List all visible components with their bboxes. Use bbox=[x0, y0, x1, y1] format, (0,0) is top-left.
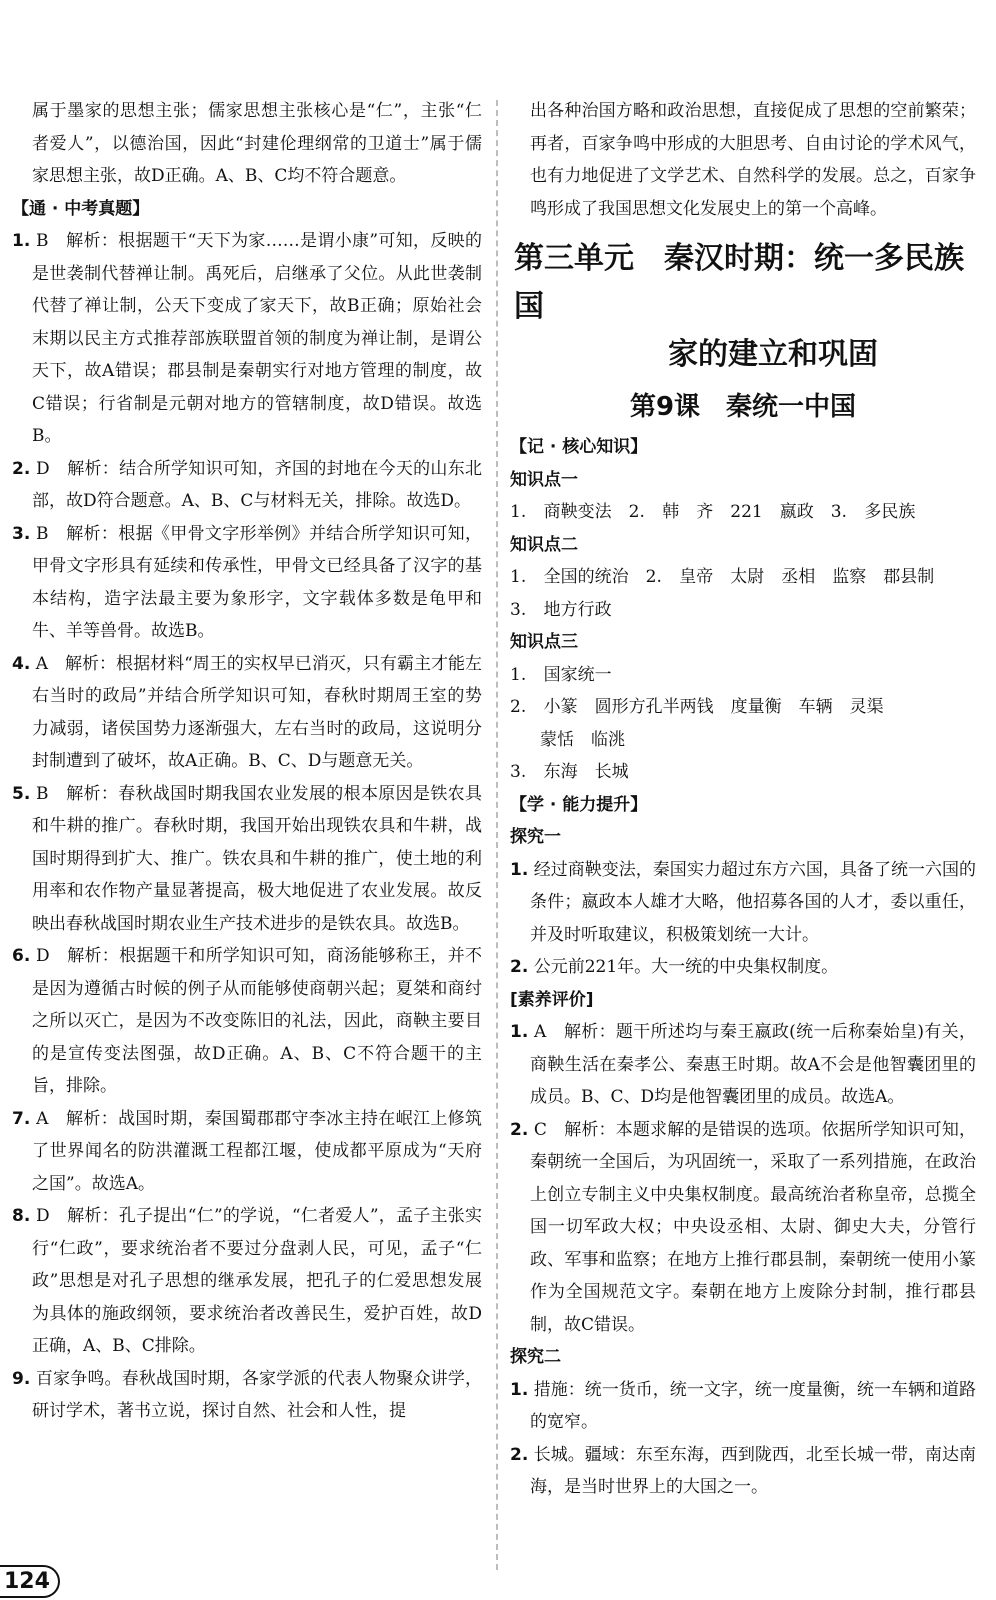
section-heading-core-knowledge: 【记 · 核心知识】 bbox=[510, 437, 648, 457]
item-text: B 解析：春秋战国时期我国农业发展的根本原因是铁农具和牛耕的推广。春秋时期，我国开始出现铁农具和牛耕，战国时期得到扩大、推广。铁农具和牛耕的推广，使土地的利用率和农作物产量显著提高，极大地促进了农业发展。故反映出春秋战国时期农业生产技术进步的是铁农具。故选B。 bbox=[32, 783, 482, 934]
item-text: B 解析：根据题干“天下为家……是谓小康”可知，反映的是世袭制代替禅让制。禹死后，启继承了父位。从此世袭制代替了禅让制，公天下变成了家天下，故B正确；原始社会末期以民主方式推荐部族联盟首领的制度为禅让制，是谓公天下，故A错误；郡县制是秦朝实行对地方管理的制度，故C错误；行省制是元朝对地方的管辖制度，故D错误。故选B。 bbox=[32, 231, 483, 446]
knowledge-point-2-line-2: 3. 地方行政 bbox=[510, 599, 612, 620]
knowledge-point-2-label: 知识点二 bbox=[510, 534, 578, 555]
unit-title-line-2: 家的建立和巩固 bbox=[668, 337, 878, 372]
answer-item bbox=[12, 225, 482, 453]
explore-1-list bbox=[510, 854, 976, 984]
answer-item bbox=[510, 951, 976, 984]
item-text: A 解析：战国时期，秦国蜀郡郡守李冰主持在岷江上修筑了世界闻名的防洪灌溉工程都江堰，使成都平原成为“天府之国”。故选A。 bbox=[32, 1108, 483, 1194]
item-number: 3. bbox=[12, 523, 31, 544]
answer-item bbox=[12, 648, 482, 778]
item-text: 长城。疆域：东至东海，西到陇西，北至长城一带，南达南海，是当时世界上的大国之一。 bbox=[530, 1444, 977, 1497]
lesson-title: 第9课 秦统一中国 bbox=[629, 392, 857, 422]
knowledge-point-3-line-3: 蒙恬 临洮 bbox=[540, 729, 625, 750]
item-number: 4. bbox=[12, 653, 31, 674]
answer-item bbox=[510, 854, 976, 952]
answer-item bbox=[12, 778, 482, 941]
unit-title bbox=[510, 235, 976, 379]
explore-2-label: 探究二 bbox=[510, 1347, 561, 1367]
continued-paragraph: 出各种治国方略和政治思想，直接促成了思想的空前繁荣；再者，百家争鸣中形成的大胆思考、自由讨论的学术风气，也有力地促进了文学艺术、自然科学的发展。总之，百家争鸣形成了我国思想文化发展史上的第一个高峰。 bbox=[530, 101, 976, 219]
item-text: 公元前221年。大一统的中央集权制度。 bbox=[533, 957, 839, 977]
answer-item bbox=[12, 1103, 482, 1201]
item-number: 1. bbox=[510, 859, 529, 880]
answer-item bbox=[12, 1200, 482, 1363]
right-column bbox=[510, 95, 976, 1504]
knowledge-point-1-label: 知识点一 bbox=[510, 469, 578, 490]
answer-item bbox=[510, 1374, 976, 1439]
item-number: 8. bbox=[12, 1206, 31, 1226]
unit-title-line-1: 第三单元 秦汉时期：统一多民族国 bbox=[514, 241, 964, 324]
item-number: 2. bbox=[12, 458, 31, 479]
intro-paragraph: 属于墨家的思想主张；儒家思想主张核心是“仁”，主张“仁者爱人”，以德治国，因此“封建伦理纲常的卫道士”属于儒家思想主张，故D正确。A、B、C均不符合题意。 bbox=[32, 101, 482, 186]
item-text: D 解析：结合所学知识可知，齐国的封地在今天的山东北部，故D符合题意。A、B、C与材料无关，排除。故选D。 bbox=[32, 458, 482, 511]
answer-item bbox=[12, 1363, 482, 1428]
knowledge-point-3-line-4: 3. 东海 长城 bbox=[510, 762, 629, 782]
item-text: 百家争鸣。春秋战国时期，各家学派的代表人物聚众讲学，研讨学术，著书立说，探讨自然、社会和人性，提 bbox=[32, 1368, 483, 1421]
item-text: D 解析：根据题干和所学知识可知，商汤能够称王，并不是因为遵循古时候的例子从而能够使商朝兴起；夏桀和商纣之所以灭亡，是因为不改变陈旧的礼法，因此，商鞅主要目的是宣传变法图强，故D正确。A、B、C不符合题干的主旨，排除。 bbox=[32, 946, 482, 1096]
item-number: 2. bbox=[510, 957, 529, 977]
item-number: 1. bbox=[12, 231, 31, 251]
page-number: 124 bbox=[0, 1565, 60, 1598]
knowledge-point-2-line-1: 1. 全国的统治 2. 皇帝 太尉 丞相 监察 郡县制 bbox=[510, 567, 935, 587]
item-number: 1. bbox=[510, 1379, 529, 1400]
answer-item bbox=[12, 940, 482, 1103]
item-number: 5. bbox=[12, 783, 31, 804]
item-number: 9. bbox=[12, 1368, 31, 1389]
answer-list bbox=[12, 225, 482, 1428]
item-number: 7. bbox=[12, 1108, 31, 1129]
left-column bbox=[12, 95, 482, 1428]
column-divider bbox=[496, 100, 498, 1570]
item-text: A 解析：题干所述均与秦王嬴政(统一后称秦始皇)有关，商鞅生活在秦孝公、秦惠王时期。故A不会是他智囊团里的成员。B、C、D均是他智囊团里的成员。故选A。 bbox=[530, 1022, 976, 1107]
knowledge-point-3-line-1: 1. 国家统一 bbox=[510, 664, 612, 685]
item-text: 措施：统一货币，统一文字，统一度量衡，统一车辆和道路的宽窄。 bbox=[530, 1379, 977, 1432]
answer-item bbox=[12, 453, 482, 518]
item-number: 2. bbox=[510, 1119, 529, 1140]
item-text: D 解析：孔子提出“仁”的学说，“仁者爱人”，孟子主张实行“仁政”，要求统治者不要过分盘剥人民，可见，孟子“仁政”思想是对孔子思想的继承发展，把孔子的仁爱思想发展为具体的施政纲领，要求统治者改善民生，爱护百姓，故D正确，A、B、C排除。 bbox=[32, 1206, 482, 1356]
item-text: 经过商鞅变法，秦国实力超过东方六国，具备了统一六国的条件；嬴政本人雄才大略，他招募各国的人才，委以重任，并及时听取建议，积极策划统一大计。 bbox=[530, 859, 977, 945]
section-heading-ability: 【学 · 能力提升】 bbox=[510, 794, 648, 815]
answer-item bbox=[510, 1439, 976, 1504]
item-text: B 解析：根据《甲骨文字形举例》并结合所学知识可知，甲骨文字形具有延续和传承性，甲骨文已经具备了汉字的基本结构，造字法最主要为象形字，文字载体多数是龟甲和牛、羊等兽骨。故选B。 bbox=[32, 523, 482, 641]
explore-2-list bbox=[510, 1374, 976, 1504]
item-text: C 解析：本题求解的是错误的选项。依据所学知识可知，秦朝统一全国后，为巩固统一，采取了一系列措施，在政治上创立专制主义中央集权制度。最高统治者称皇帝，总揽全国一切军政大权；中央设丞相、太尉、御史大夫，分管行政、军事和监察；在地方上推行郡县制，秦朝统一使用小篆作为全国规范文字。秦朝在地方上废除分封制，推行郡县制，故C错误。 bbox=[530, 1119, 976, 1335]
explore-1-label: 探究一 bbox=[510, 827, 561, 847]
item-text: A 解析：根据材料“周王的实权早已消灭，只有霸主才能左右当时的政局”并结合所学知识可知，春秋时期周王室的势力减弱，诸侯国势力逐渐强大，左右当时的政局，这说明分封制遭到了破坏，故A正确。B、C、D与题意无关。 bbox=[32, 653, 483, 771]
literacy-evaluation-list bbox=[510, 1016, 976, 1341]
item-number: 6. bbox=[12, 946, 31, 966]
item-number: 1. bbox=[510, 1022, 529, 1042]
answer-item bbox=[12, 518, 482, 648]
knowledge-point-3-label: 知识点三 bbox=[510, 632, 578, 652]
item-number: 2. bbox=[510, 1444, 529, 1465]
answer-item bbox=[510, 1114, 976, 1342]
literacy-evaluation-label: [素养评价] bbox=[510, 989, 594, 1010]
knowledge-point-3-line-2: 2. 小篆 圆形方孔半两钱 度量衡 车辆 灵渠 bbox=[510, 697, 884, 717]
knowledge-point-1-line: 1. 商鞅变法 2. 韩 齐 221 嬴政 3. 多民族 bbox=[510, 502, 916, 522]
answer-item bbox=[510, 1016, 976, 1114]
section-heading-zhongkao: 【通 · 中考真题】 bbox=[12, 198, 150, 219]
